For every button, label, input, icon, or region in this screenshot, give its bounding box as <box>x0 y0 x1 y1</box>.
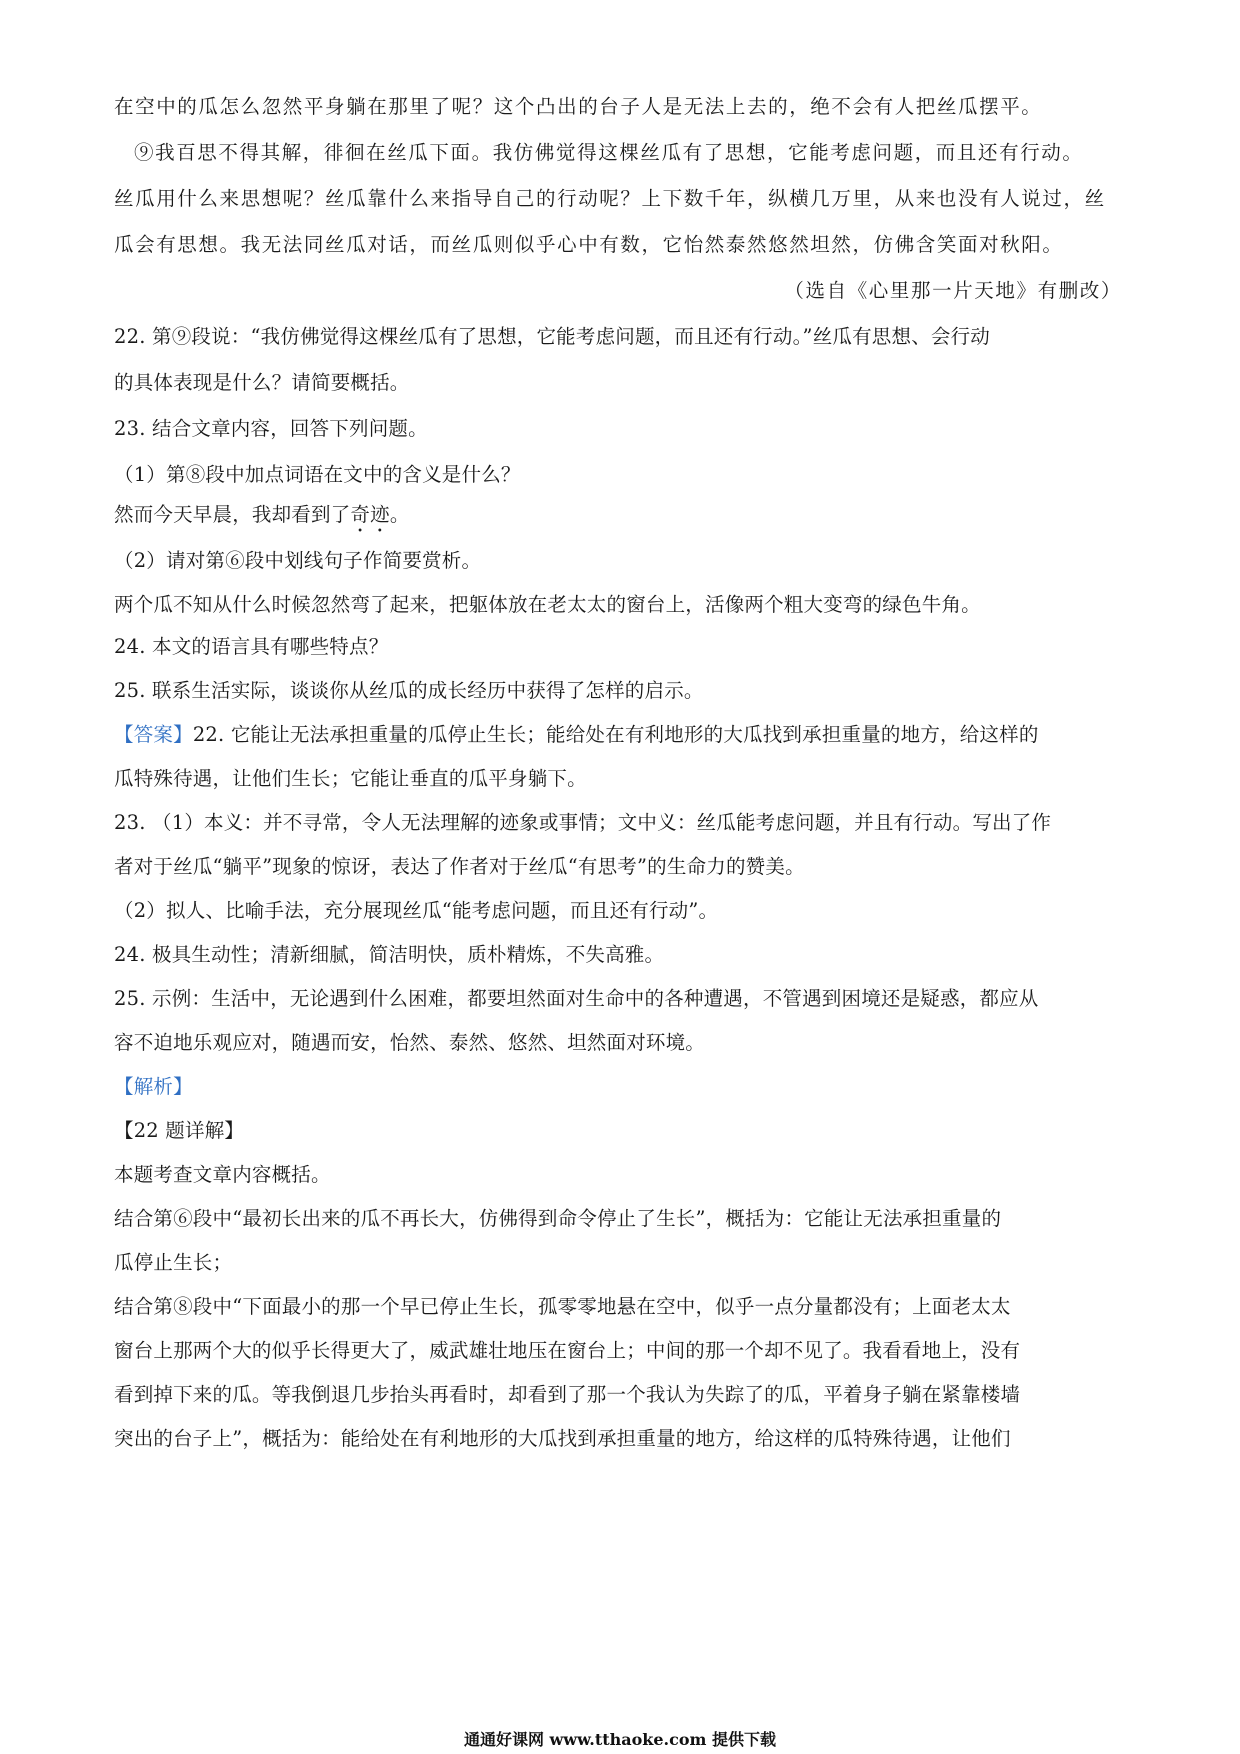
passage-source: （选自《心里那一片天地》有删改） <box>784 279 1122 302</box>
sentence-text: 然而今天早晨，我却看到了 <box>114 503 351 526</box>
analysis-line: 窗台上那两个大的似乎长得更大了，威武雄壮地压在窗台上；中间的那一个却不见了。我看看地上，没有 <box>114 1339 1021 1362</box>
question-23-1: （1）第⑧段中加点词语在文中的含义是什么？ <box>114 463 521 486</box>
footer-suffix: 提供下载 <box>712 1730 777 1749</box>
analysis-22-header: 【22 题详解】 <box>114 1119 245 1142</box>
sentence-end: 。 <box>389 503 410 526</box>
answer-25-cont: 容不迫地乐观应对，随遇而安，怡然、泰然、悠然、坦然面对环境。 <box>114 1031 706 1054</box>
passage-line: 丝瓜用什么来思想呢？丝瓜靠什么来指导自己的行动呢？上下数千年，纵横几万里，从来也没有人说过，丝 <box>114 187 1106 210</box>
page-footer <box>0 1730 1240 1750</box>
passage-line: 瓜会有思想。我无法同丝瓜对话，而丝瓜则似乎心中有数，它怡然泰然悠然坦然，仿佛含笑面对秋阳。 <box>114 233 1064 256</box>
question-23-2: （2）请对第⑥段中划线句子作简要赏析。 <box>114 549 482 572</box>
analysis-label: 【解析】 <box>114 1075 193 1098</box>
question-24: 24. 本文的语言具有哪些特点？ <box>114 635 389 658</box>
analysis-line: 看到掉下来的瓜。等我倒退几步抬头再看时，却看到了那一个我认为失踪了的瓜，平着身子躺在紧靠楼墙 <box>114 1383 1021 1406</box>
footer-url[interactable]: www.tthaoke.com <box>549 1730 707 1749</box>
answer-22-cont: 瓜特殊待遇，让他们生长；它能让垂直的瓜平身躺下。 <box>114 767 587 790</box>
analysis-line: 突出的台子上”，概括为：能给处在有利地形的大瓜找到承担重量的地方，给这样的瓜特殊待遇，让他们 <box>114 1427 1011 1450</box>
answer-24: 24. 极具生动性；清新细腻，简洁明快，质朴精炼，不失高雅。 <box>114 943 665 966</box>
analysis-line: 结合第⑧段中“下面最小的那一个早已停止生长，孤零零地悬在空中，似乎一点分量都没有；上面老太太 <box>114 1295 1011 1318</box>
answer-23-2: （2）拟人、比喻手法，充分展现丝瓜“能考虑问题，而且还有行动”。 <box>114 899 719 922</box>
passage-line: 在空中的瓜怎么忽然平身躺在那里了呢？这个凸出的台子人是无法上去的，绝不会有人把丝瓜摆平。 <box>114 95 1043 118</box>
passage-paragraph-9: ⑨我百思不得其解，徘徊在丝瓜下面。我仿佛觉得这棵丝瓜有了思想，它能考虑问题，而且还有行动。 <box>134 141 1084 164</box>
question-23-2-sentence: 两个瓜不知从什么时候忽然弯了起来，把躯体放在老太太的窗台上，活像两个粗大变弯的绿色牛角。 <box>114 593 981 616</box>
question-23: 23. 结合文章内容，回答下列问题。 <box>114 417 428 440</box>
answer-22 <box>114 720 1039 750</box>
answer-22-text: 22. 它能让无法承担重量的瓜停止生长；能给处在有利地形的大瓜找到承担重量的地方，给这样的 <box>192 723 1039 746</box>
answer-label: 【答案】 <box>114 723 193 746</box>
answer-23: 23. （1）本义：并不寻常，令人无法理解的迹象或事情；文中义：丝瓜能考虑问题，并且有行动。写出了作 <box>114 811 1052 834</box>
analysis-line: 本题考查文章内容概括。 <box>114 1163 331 1186</box>
footer-site: 通通好课网 <box>463 1730 544 1749</box>
analysis-line: 结合第⑥段中“最初长出来的瓜不再长大，仿佛得到命令停止了生长”，概括为：它能让无法承担重量的 <box>114 1207 1002 1230</box>
question-25: 25. 联系生活实际，谈谈你从丝瓜的成长经历中获得了怎样的启示。 <box>114 679 704 702</box>
question-22-cont: 的具体表现是什么？请简要概括。 <box>114 371 410 394</box>
question-22: 22. 第⑨段说：“我仿佛觉得这棵丝瓜有了思想，它能考虑问题，而且还有行动。”丝瓜有思想、会行动 <box>114 325 990 348</box>
answer-25: 25. 示例：生活中，无论遇到什么困难，都要坦然面对生命中的各种遭遇，不管遇到困境还是疑惑，都应从 <box>114 987 1039 1010</box>
dotted-word: 奇迹 <box>350 503 390 526</box>
question-23-1-sentence <box>114 500 410 537</box>
answer-23-cont: 者对于丝瓜“躺平”现象的惊讶，表达了作者对于丝瓜“有思考”的生命力的赞美。 <box>114 855 805 878</box>
analysis-line: 瓜停止生长； <box>114 1251 233 1274</box>
